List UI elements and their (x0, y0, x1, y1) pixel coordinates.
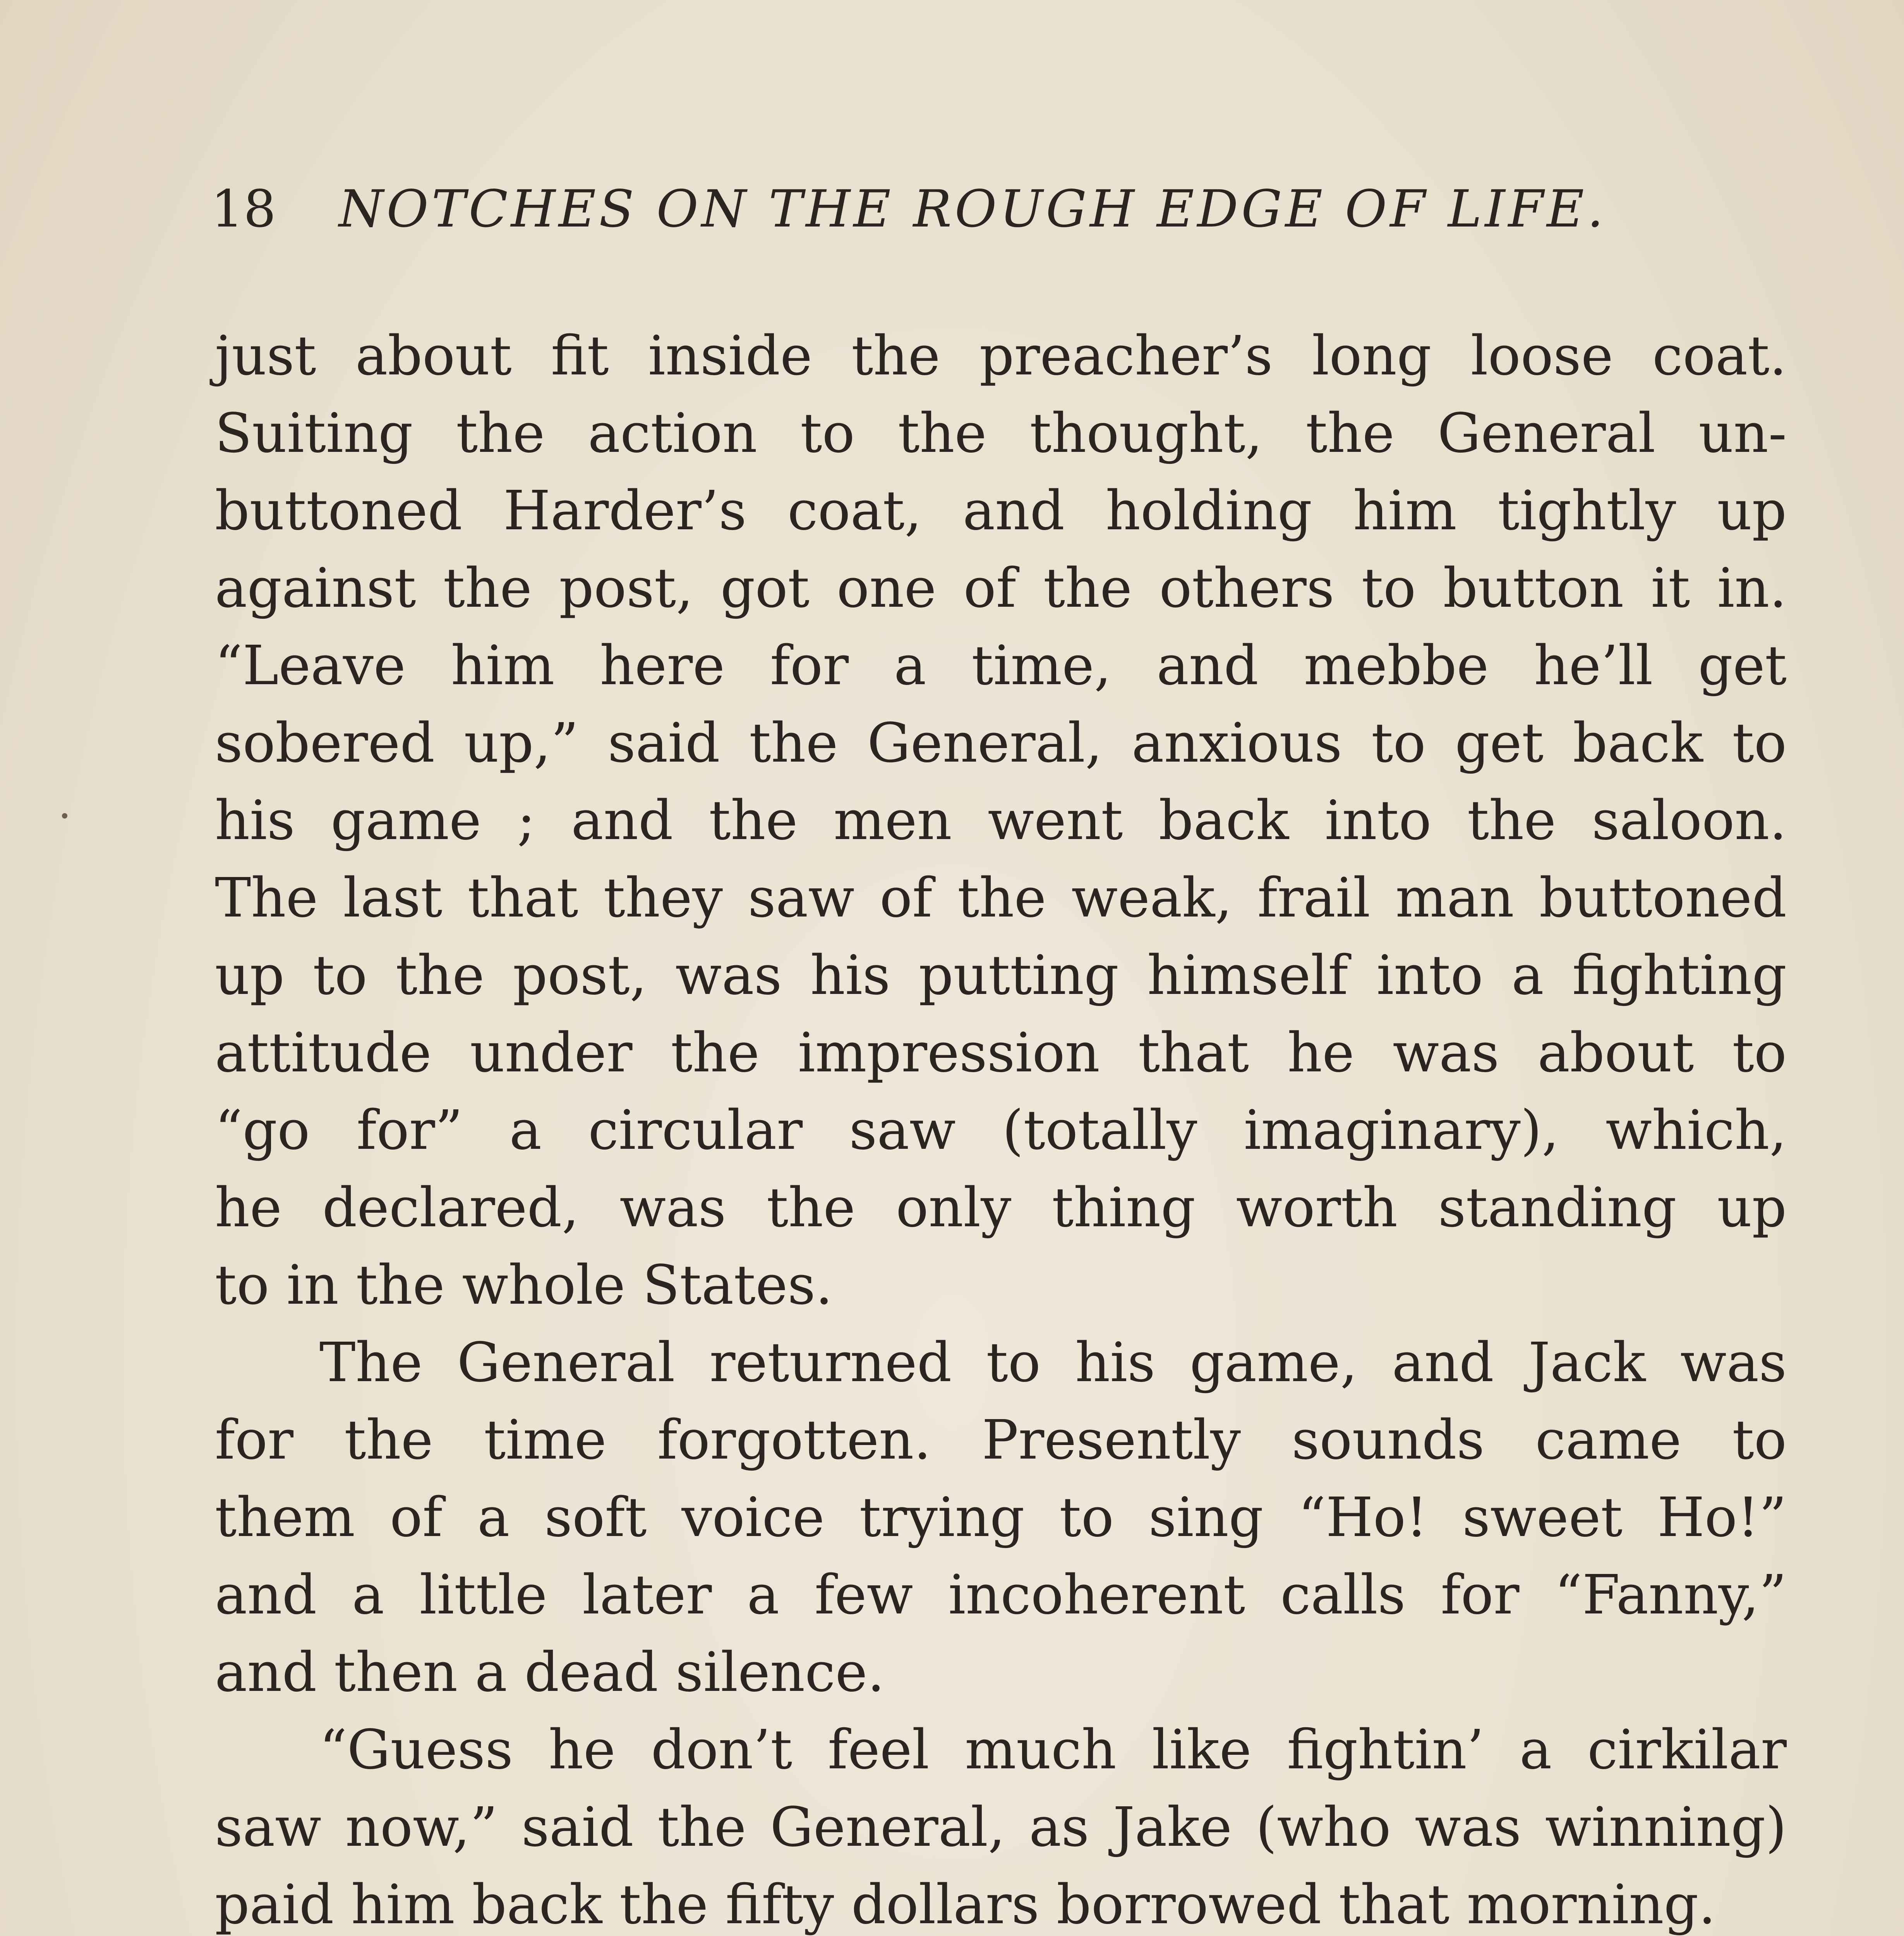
page-header (211, 170, 1721, 248)
text-line: just about fit inside the preacher’s long loose coat. (215, 324, 1787, 388)
text-line: buttoned Harder’s coat, and holding him tightly up (215, 479, 1787, 542)
text-line: “Guess he don’t feel much like fightin’ a cirkilar (319, 1718, 1787, 1782)
running-head: NOTCHES ON THE ROUGH EDGE OF LIFE. (338, 179, 1607, 239)
text-line: “Leave him here for a time, and mebbe he’ll get (215, 634, 1787, 697)
ink-speck (62, 813, 67, 819)
text-line: “go for” a circular saw (totally imaginary), which, (215, 1099, 1787, 1162)
text-line: and a little later a few incoherent calls for “Fanny,” (215, 1564, 1787, 1627)
text-line: to in the whole States. (215, 1254, 833, 1317)
body-text (215, 318, 1787, 1936)
text-line: them of a soft voice trying to sing “Ho! sweet Ho!” (215, 1486, 1787, 1549)
text-line: attitude under the impression that he was about to (215, 1021, 1787, 1085)
text-line: paid him back the fifty dollars borrowed that morning. (215, 1873, 1716, 1936)
text-line: Suiting the action to the thought, the General un- (215, 402, 1787, 465)
text-line: sobered up,” said the General, anxious to get back to (215, 712, 1787, 775)
text-line: The last that they saw of the weak, frail man buttoned (215, 867, 1787, 930)
text-line: for the time forgotten. Presently sounds came to (215, 1409, 1787, 1472)
page-number: 18 (211, 179, 276, 239)
text-line: The General returned to his game, and Jack was (319, 1331, 1787, 1394)
text-line: and then a dead silence. (215, 1641, 885, 1704)
text-line: he declared, was the only thing worth standing up (215, 1176, 1787, 1239)
text-line: against the post, got one of the others to button it in. (215, 557, 1787, 620)
text-line: up to the post, was his putting himself into a fighting (215, 944, 1787, 1007)
text-line: his game ; and the men went back into the saloon. (215, 789, 1787, 852)
text-line: saw now,” said the General, as Jake (who was winning) (215, 1796, 1787, 1859)
